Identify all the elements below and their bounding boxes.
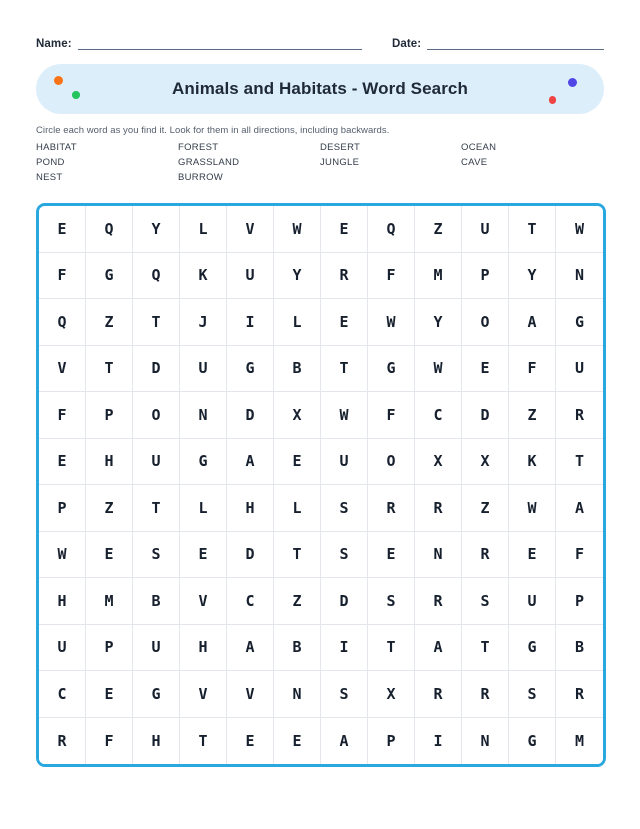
word-item[interactable]: POND xyxy=(36,157,65,168)
grid-cell-r6-c7[interactable]: U xyxy=(321,439,368,486)
grid-cell-r5-c3[interactable]: O xyxy=(133,392,180,439)
grid-cell-r6-c12[interactable]: T xyxy=(556,439,603,486)
grid-cell-r4-c8[interactable]: G xyxy=(368,346,415,393)
grid-cell-r5-c5[interactable]: D xyxy=(227,392,274,439)
grid-cell-r9-c9[interactable]: R xyxy=(415,578,462,625)
grid-cell-r5-c4[interactable]: N xyxy=(180,392,227,439)
word-list-row xyxy=(36,140,604,155)
grid-cell-r4-c1[interactable]: V xyxy=(39,346,86,393)
grid-cell-r3-c1[interactable]: Q xyxy=(39,299,86,346)
grid-cell-r8-c9[interactable]: N xyxy=(415,532,462,579)
grid-cell-r6-c2[interactable]: H xyxy=(86,439,133,486)
grid-cell-r3-c2[interactable]: Z xyxy=(86,299,133,346)
grid-cell-r3-c9[interactable]: Y xyxy=(415,299,462,346)
grid-cell-r5-c11[interactable]: Z xyxy=(509,392,556,439)
grid-cell-r9-c12[interactable]: P xyxy=(556,578,603,625)
grid-cell-r3-c5[interactable]: I xyxy=(227,299,274,346)
name-date-row xyxy=(36,0,604,50)
grid-cell-r3-c10[interactable]: O xyxy=(462,299,509,346)
word-item[interactable]: OCEAN xyxy=(461,142,497,153)
red-dot-icon xyxy=(549,96,557,104)
grid-cell-r10-c1[interactable]: U xyxy=(39,625,86,672)
grid-cell-r12-c7[interactable]: A xyxy=(321,718,368,765)
grid-cell-r9-c11[interactable]: U xyxy=(509,578,556,625)
grid-cell-r10-c9[interactable]: A xyxy=(415,625,462,672)
grid-cell-r9-c6[interactable]: Z xyxy=(274,578,321,625)
grid-cell-r11-c4[interactable]: V xyxy=(180,671,227,718)
grid-cell-r1-c6[interactable]: W xyxy=(274,206,321,253)
grid-cell-r9-c8[interactable]: S xyxy=(368,578,415,625)
grid-cell-r2-c5[interactable]: U xyxy=(227,253,274,300)
grid-cell-r7-c6[interactable]: L xyxy=(274,485,321,532)
grid-cell-r6-c10[interactable]: X xyxy=(462,439,509,486)
grid-cell-r4-c4[interactable]: U xyxy=(180,346,227,393)
grid-cell-r7-c1[interactable]: P xyxy=(39,485,86,532)
grid-cell-r7-c3[interactable]: T xyxy=(133,485,180,532)
grid-cell-r2-c3[interactable]: Q xyxy=(133,253,180,300)
grid-cell-r5-c2[interactable]: P xyxy=(86,392,133,439)
word-list xyxy=(36,140,604,185)
grid-cell-r8-c12[interactable]: F xyxy=(556,532,603,579)
grid-cell-r2-c10[interactable]: P xyxy=(462,253,509,300)
grid-cell-r5-c1[interactable]: F xyxy=(39,392,86,439)
grid-cell-r12-c4[interactable]: T xyxy=(180,718,227,765)
grid-cell-r6-c4[interactable]: G xyxy=(180,439,227,486)
grid-cell-r1-c3[interactable]: Y xyxy=(133,206,180,253)
grid-cell-r11-c5[interactable]: V xyxy=(227,671,274,718)
grid-cell-r8-c8[interactable]: E xyxy=(368,532,415,579)
word-item[interactable]: HABITAT xyxy=(36,142,77,153)
grid-cell-r2-c6[interactable]: Y xyxy=(274,253,321,300)
word-search-grid-container xyxy=(36,203,606,767)
grid-cell-r6-c3[interactable]: U xyxy=(133,439,180,486)
grid-cell-r3-c11[interactable]: A xyxy=(509,299,556,346)
grid-cell-r9-c10[interactable]: S xyxy=(462,578,509,625)
grid-cell-r9-c3[interactable]: B xyxy=(133,578,180,625)
grid-cell-r12-c2[interactable]: F xyxy=(86,718,133,765)
grid-cell-r12-c11[interactable]: G xyxy=(509,718,556,765)
grid-cell-r5-c10[interactable]: D xyxy=(462,392,509,439)
grid-cell-r1-c4[interactable]: L xyxy=(180,206,227,253)
grid-cell-r12-c3[interactable]: H xyxy=(133,718,180,765)
grid-cell-r4-c11[interactable]: F xyxy=(509,346,556,393)
grid-cell-r2-c11[interactable]: Y xyxy=(509,253,556,300)
grid-cell-r10-c7[interactable]: I xyxy=(321,625,368,672)
grid-cell-r9-c5[interactable]: C xyxy=(227,578,274,625)
orange-dot-icon xyxy=(54,76,63,85)
grid-cell-r1-c11[interactable]: T xyxy=(509,206,556,253)
grid-cell-r11-c9[interactable]: R xyxy=(415,671,462,718)
grid-cell-r2-c1[interactable]: F xyxy=(39,253,86,300)
name-input-line[interactable] xyxy=(78,36,363,50)
grid-cell-r6-c8[interactable]: O xyxy=(368,439,415,486)
grid-cell-r8-c4[interactable]: E xyxy=(180,532,227,579)
grid-cell-r4-c9[interactable]: W xyxy=(415,346,462,393)
word-list-row xyxy=(36,155,604,170)
grid-cell-r3-c3[interactable]: T xyxy=(133,299,180,346)
grid-cell-r8-c3[interactable]: S xyxy=(133,532,180,579)
grid-cell-r5-c12[interactable]: R xyxy=(556,392,603,439)
grid-cell-r2-c7[interactable]: R xyxy=(321,253,368,300)
grid-cell-r7-c10[interactable]: Z xyxy=(462,485,509,532)
grid-cell-r8-c6[interactable]: T xyxy=(274,532,321,579)
grid-cell-r7-c9[interactable]: R xyxy=(415,485,462,532)
word-item[interactable]: DESERT xyxy=(320,142,361,153)
grid-cell-r7-c2[interactable]: Z xyxy=(86,485,133,532)
word-item[interactable]: CAVE xyxy=(461,157,488,168)
grid-cell-r11-c1[interactable]: C xyxy=(39,671,86,718)
grid-cell-r11-c8[interactable]: X xyxy=(368,671,415,718)
grid-cell-r11-c2[interactable]: E xyxy=(86,671,133,718)
grid-cell-r10-c5[interactable]: A xyxy=(227,625,274,672)
word-list-row xyxy=(36,170,604,185)
grid-cell-r9-c1[interactable]: H xyxy=(39,578,86,625)
grid-cell-r10-c11[interactable]: G xyxy=(509,625,556,672)
grid-cell-r12-c8[interactable]: P xyxy=(368,718,415,765)
word-item[interactable]: JUNGLE xyxy=(320,157,360,168)
grid-cell-r8-c7[interactable]: S xyxy=(321,532,368,579)
grid-cell-r7-c4[interactable]: L xyxy=(180,485,227,532)
grid-cell-r7-c7[interactable]: S xyxy=(321,485,368,532)
grid-cell-r8-c10[interactable]: R xyxy=(462,532,509,579)
grid-cell-r1-c9[interactable]: Z xyxy=(415,206,462,253)
name-label: Name: xyxy=(36,38,72,50)
instructions-text: Circle each word as you find it. Look for them in all directions, including backwards. xyxy=(36,125,390,136)
grid-cell-r12-c6[interactable]: E xyxy=(274,718,321,765)
grid-cell-r12-c1[interactable]: R xyxy=(39,718,86,765)
title-banner xyxy=(36,64,604,114)
grid-cell-r1-c12[interactable]: W xyxy=(556,206,603,253)
page-title: Animals and Habitats - Word Search xyxy=(172,79,468,98)
grid-cell-r7-c8[interactable]: R xyxy=(368,485,415,532)
grid-cell-r11-c3[interactable]: G xyxy=(133,671,180,718)
grid-cell-r1-c2[interactable]: Q xyxy=(86,206,133,253)
grid-cell-r3-c12[interactable]: G xyxy=(556,299,603,346)
grid-cell-r5-c7[interactable]: W xyxy=(321,392,368,439)
grid-cell-r2-c12[interactable]: N xyxy=(556,253,603,300)
grid-cell-r5-c6[interactable]: X xyxy=(274,392,321,439)
grid-cell-r10-c3[interactable]: U xyxy=(133,625,180,672)
date-input-line[interactable] xyxy=(427,36,604,50)
grid-cell-r4-c2[interactable]: T xyxy=(86,346,133,393)
grid-cell-r10-c4[interactable]: H xyxy=(180,625,227,672)
grid-cell-r4-c10[interactable]: E xyxy=(462,346,509,393)
grid-cell-r2-c9[interactable]: M xyxy=(415,253,462,300)
grid-cell-r8-c5[interactable]: D xyxy=(227,532,274,579)
grid-cell-r11-c10[interactable]: R xyxy=(462,671,509,718)
grid-cell-r2-c4[interactable]: K xyxy=(180,253,227,300)
grid-cell-r2-c8[interactable]: F xyxy=(368,253,415,300)
green-dot-icon xyxy=(72,91,80,99)
grid-cell-r10-c8[interactable]: T xyxy=(368,625,415,672)
grid-cell-r4-c6[interactable]: B xyxy=(274,346,321,393)
grid-cell-r10-c10[interactable]: T xyxy=(462,625,509,672)
blue-dot-icon xyxy=(568,78,577,87)
grid-cell-r4-c3[interactable]: D xyxy=(133,346,180,393)
word-item[interactable]: NEST xyxy=(36,172,63,183)
grid-cell-r1-c1[interactable]: E xyxy=(39,206,86,253)
grid-cell-r8-c1[interactable]: W xyxy=(39,532,86,579)
grid-cell-r12-c12[interactable]: M xyxy=(556,718,603,765)
grid-cell-r9-c2[interactable]: M xyxy=(86,578,133,625)
grid-cell-r11-c11[interactable]: S xyxy=(509,671,556,718)
grid-cell-r7-c5[interactable]: H xyxy=(227,485,274,532)
grid-cell-r7-c12[interactable]: A xyxy=(556,485,603,532)
grid-cell-r6-c1[interactable]: E xyxy=(39,439,86,486)
grid-cell-r9-c7[interactable]: D xyxy=(321,578,368,625)
grid-cell-r11-c12[interactable]: R xyxy=(556,671,603,718)
grid-cell-r4-c7[interactable]: T xyxy=(321,346,368,393)
grid-cell-r1-c10[interactable]: U xyxy=(462,206,509,253)
date-label: Date: xyxy=(391,38,422,50)
grid-cell-r6-c6[interactable]: E xyxy=(274,439,321,486)
grid-cell-r10-c2[interactable]: P xyxy=(86,625,133,672)
grid-cell-r5-c8[interactable]: F xyxy=(368,392,415,439)
grid-cell-r8-c11[interactable]: E xyxy=(509,532,556,579)
grid-cell-r3-c4[interactable]: J xyxy=(180,299,227,346)
grid-cell-r1-c7[interactable]: E xyxy=(321,206,368,253)
grid-cell-r12-c9[interactable]: I xyxy=(415,718,462,765)
grid-cell-r2-c2[interactable]: G xyxy=(86,253,133,300)
grid-cell-r8-c2[interactable]: E xyxy=(86,532,133,579)
grid-cell-r12-c5[interactable]: E xyxy=(227,718,274,765)
grid-cell-r4-c5[interactable]: G xyxy=(227,346,274,393)
grid-cell-r1-c5[interactable]: V xyxy=(227,206,274,253)
word-item[interactable]: FOREST xyxy=(178,142,219,153)
grid-cell-r11-c6[interactable]: N xyxy=(274,671,321,718)
grid-cell-r6-c5[interactable]: A xyxy=(227,439,274,486)
word-item[interactable]: GRASSLAND xyxy=(178,157,240,168)
word-item[interactable]: BURROW xyxy=(178,172,224,183)
grid-cell-r9-c4[interactable]: V xyxy=(180,578,227,625)
grid-cell-r4-c12[interactable]: U xyxy=(556,346,603,393)
grid-cell-r10-c12[interactable]: B xyxy=(556,625,603,672)
grid-cell-r11-c7[interactable]: S xyxy=(321,671,368,718)
grid-cell-r7-c11[interactable]: W xyxy=(509,485,556,532)
grid-cell-r3-c6[interactable]: L xyxy=(274,299,321,346)
grid-cell-r6-c11[interactable]: K xyxy=(509,439,556,486)
grid-cell-r5-c9[interactable]: C xyxy=(415,392,462,439)
grid-cell-r12-c10[interactable]: N xyxy=(462,718,509,765)
grid-cell-r1-c8[interactable]: Q xyxy=(368,206,415,253)
word-search-grid[interactable] xyxy=(39,206,603,764)
grid-cell-r3-c8[interactable]: W xyxy=(368,299,415,346)
grid-cell-r6-c9[interactable]: X xyxy=(415,439,462,486)
grid-cell-r3-c7[interactable]: E xyxy=(321,299,368,346)
grid-cell-r10-c6[interactable]: B xyxy=(274,625,321,672)
